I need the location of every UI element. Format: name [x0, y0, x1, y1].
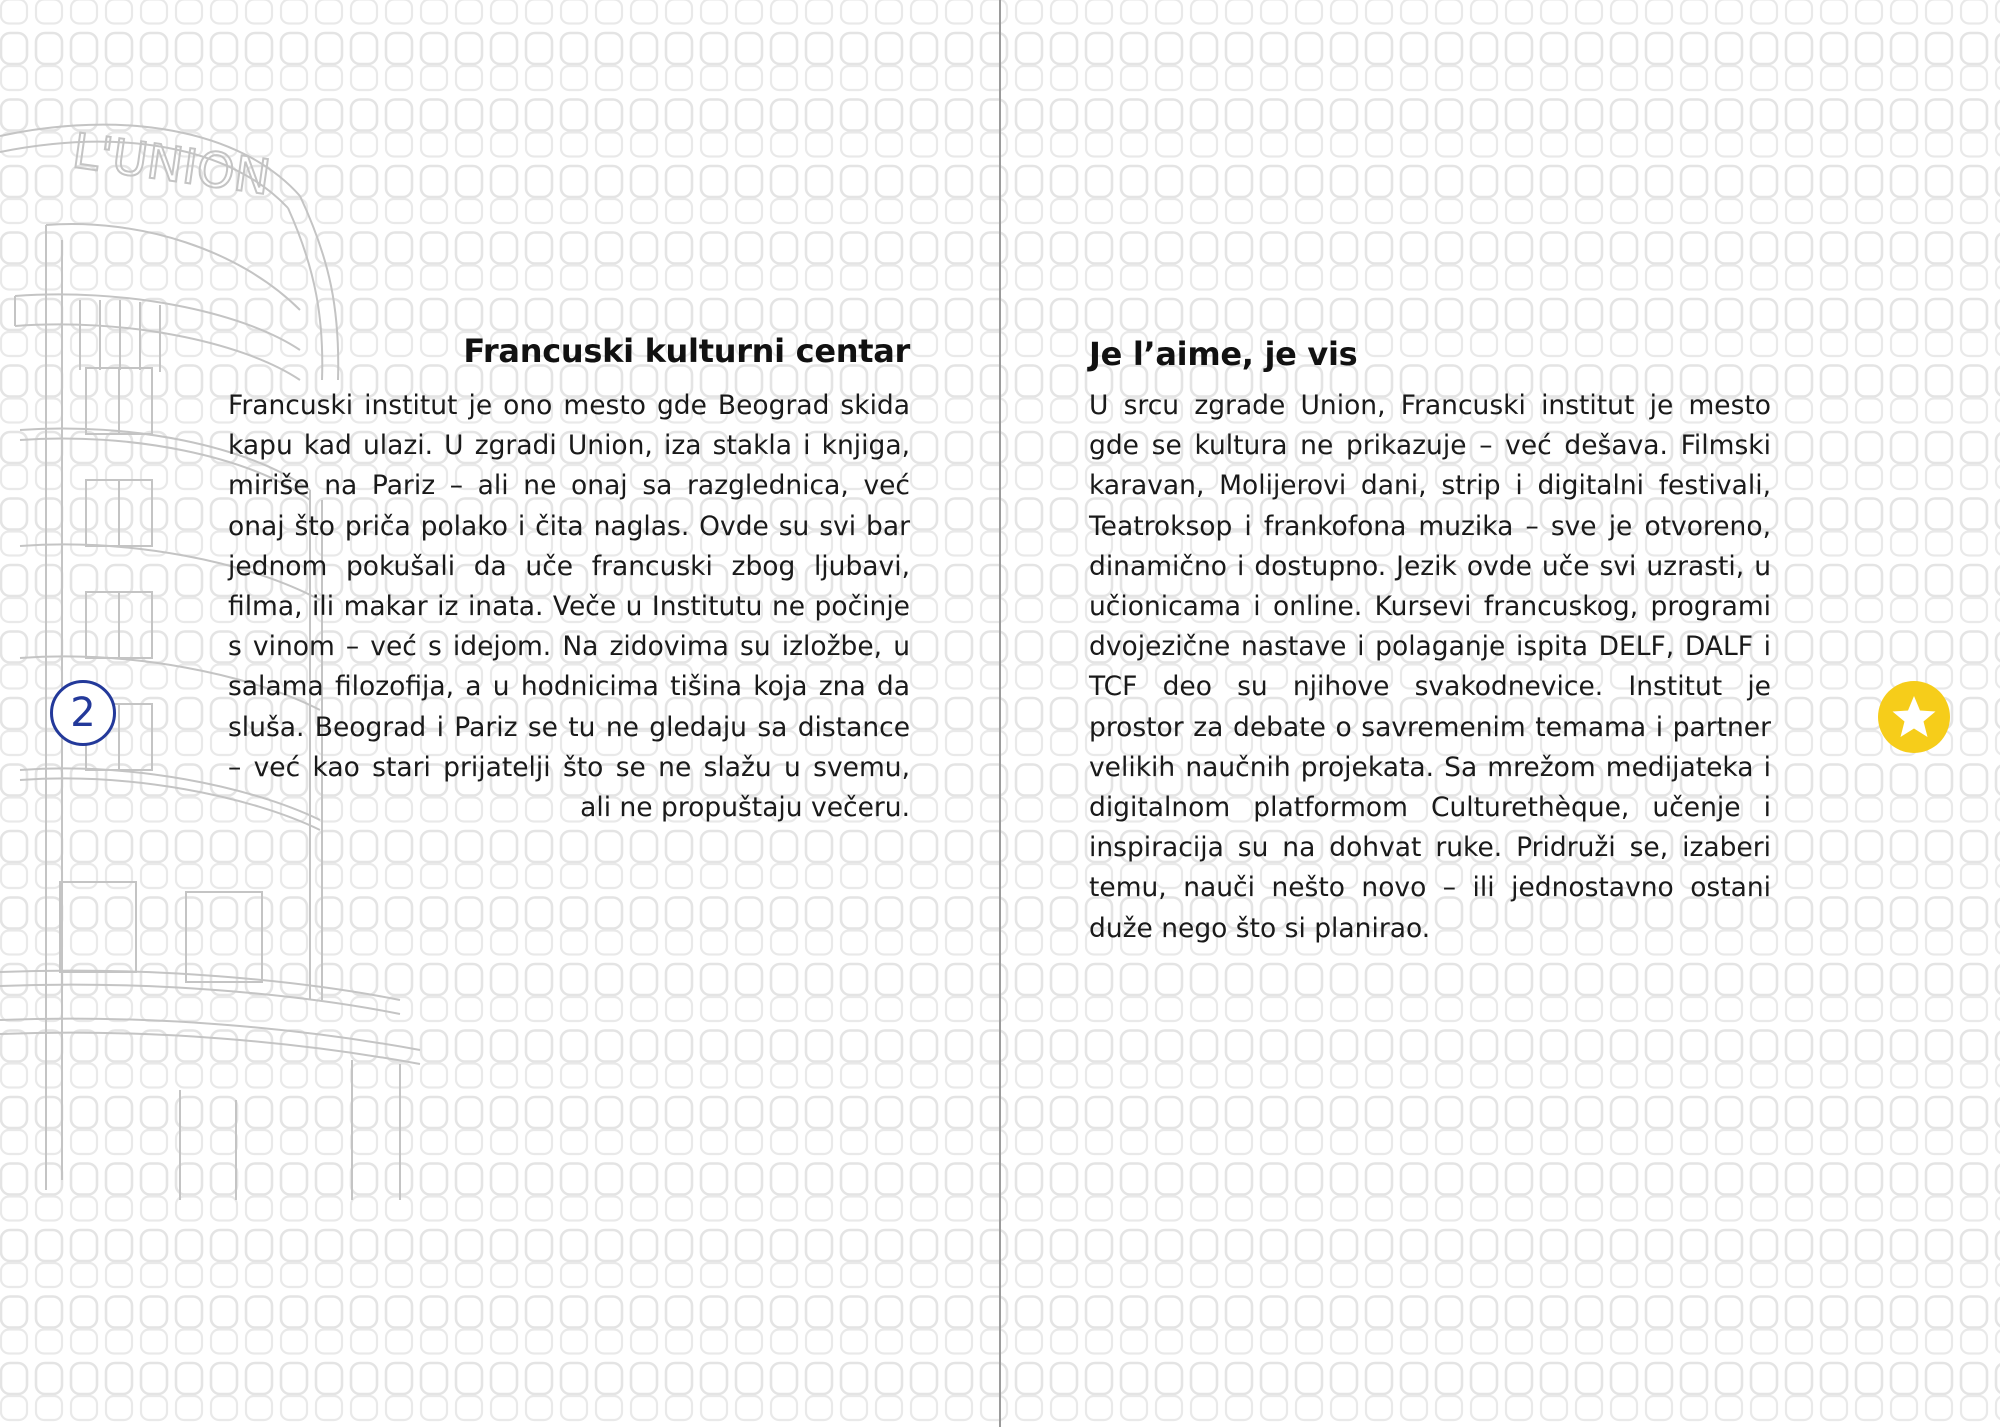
page-gutter-divider — [999, 0, 1001, 1427]
left-page-heading: Francuski kulturni centar — [463, 332, 910, 370]
star-badge — [1878, 681, 1950, 753]
right-page-paragraph: U srcu zgrade Union, Francuski institut je mesto gde se kultura ne prikazuje – već dešava. Filmski karavan, Molijerovi dani, strip i digitalni festivali, Teatroksop i frankofona muzika – sve je otvoreno, dinamično i dostupno. Jezik ovde uče svi uzrasti, u učionicama i online. Kursevi francuskog, programi dvojezične nastave i polaganje ispita DELF, DALF i TCF deo su njihove svakodnevice. Institut je prostor za debate o savremenim temama i partner velikih naučnih projekata. Sa mrežom medijateka i digitalnom platformom Culturethèque, učenje i inspiracija su na dohvat ruke. Pridruži se, izaberi temu, nauči nešto novo – ili jednostavno ostani duže nego što si planirao. — [1089, 390, 1771, 944]
building-sign-label: L'UNION — [69, 123, 274, 207]
page-number-label: 2 — [70, 690, 96, 736]
left-page-paragraph: Francuski institut je ono mesto gde Beograd skida kapu kad ulazi. U zgradi Union, iza stakla i knjiga, miriše na Pariz – ali ne onaj sa razglednica, već onaj što priča polako i čita naglas. Ovde su svi bar jednom pokušali da uče francuski zbog ljubavi, filma, ili makar iz inata. Veče u Institutu ne počinje s vinom – već s idejom. Na zidovima su izložbe, u salama filozofija, a u hodnicima tišina koja zna da sluša. Beograd i Pariz se tu ne gledaju sa distance – već kao stari prijatelji što se ne slažu u svemu, ali ne propuštaju večeru. — [228, 390, 910, 824]
right-page-heading: Je l’aime, je vis — [1089, 335, 1358, 373]
page-number-badge — [50, 680, 116, 746]
star-icon — [1889, 692, 1939, 742]
